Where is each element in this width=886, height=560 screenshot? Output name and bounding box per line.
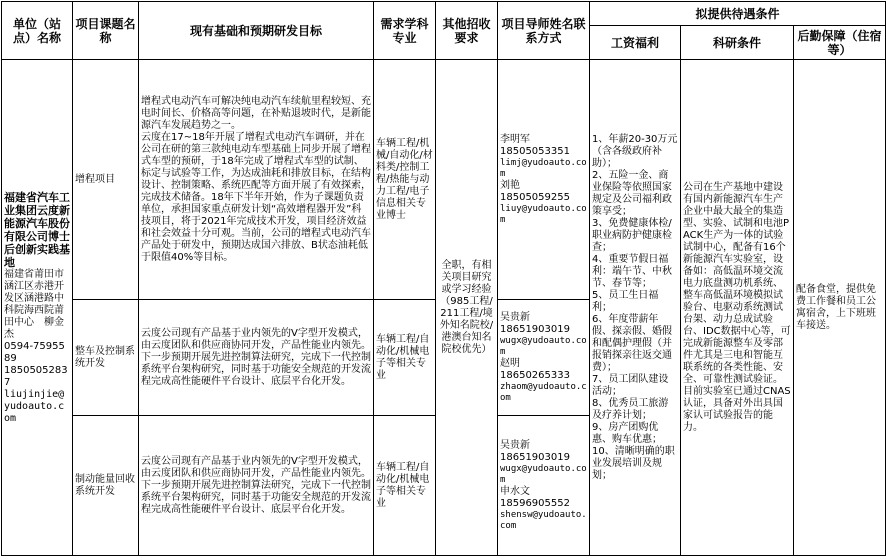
project-basis: 云度公司现有产品基于业内领先的V字型开发模式，由云度团队和供应商协同开发，产品性能业内领先。下一步预期开展先进控制算法研究，完成下一代控制系统平台架构研究，同时基于功能安全规范的开发流程完成高性能硬件平台设计、底层平台化开发。 — [139, 300, 374, 416]
header-benefits-group: 拟提供待遇条件 — [590, 2, 886, 26]
mentor-email: limj@yudoauto.com — [500, 157, 587, 179]
project-basis: 增程式电动汽车可解决纯电动汽车续航里程较短、充电时间长、价格高等问题，在补贴退坡时代，是新能源汽车发展趋势之一。 云度在17~18年开展了增程式电动汽车调研，并在公司在研的第三款纯电动车型基础上同步开展了增程式车型的预研，于18年完成了增程式车型的试制、标定与试验等工作，为达成油耗和排放目标，在结构设计、控制策略、系统匹配等方面开展了有效探索，完成技术储备。18年下半年开始，作为子课题负责单位，承担国家重点研发计划“高效增程器开发”科技项目，将于2021年完成技术开发，项目经济效益和社会效益十分可观。当前，公司的增程式电动汽车产品处于研发中，预期达成国六排放、B状态油耗低于限值40%等目标。 — [139, 60, 374, 300]
header-salary: 工资福利 — [590, 26, 681, 60]
mentor-email: wugx@yudoauto.com — [500, 335, 587, 357]
mentor-name: 吴贵新 — [500, 439, 530, 451]
logistics: 配备食堂，提供免费工作餐和员工公寓宿舍，上下班班车接送。 — [794, 60, 886, 556]
salary-benefits: 1、年薪20-30万元（含各级政府补助）； 2、五险一金、商业保险等依照国家规定及公司福利政策享受； 3、免费健康体检/职业病防护健康检查； 4、重要节假日福利：端午节、中秋节、春节等； 5、员工生日福利； 6、年度带薪年假、探亲假、婚假和配偶护理假（并报销探亲往返交通费）； 7、员工团队建设活动； 8、优秀员工旅游及疗养计划； 9、房产团购优惠、购车优惠； 10、清晰明确的职业发展培训及规划； — [590, 60, 681, 556]
mentor-phone: 18596905552 — [500, 497, 570, 509]
project-major: 车辆工程/自动化/机械电子等相关专业 — [374, 416, 436, 556]
mentor-phone: 18505053351 — [500, 145, 570, 157]
mentor-name: 吴贵新 — [500, 311, 530, 323]
mentor-phone: 18651903019 — [500, 451, 570, 463]
mentor-email: shensw@yudoauto.com — [500, 509, 587, 531]
mentor-phone: 18650265333 — [500, 369, 570, 381]
mentor-email: liuy@yudoauto.com — [500, 203, 587, 225]
header-mentor: 项目导师姓名联系方式 — [498, 2, 590, 60]
header-logistics: 后勤保障（住宿等） — [794, 26, 886, 60]
mentor-name: 赵明 — [500, 357, 520, 369]
mentor-cell — [498, 300, 590, 416]
header-research: 科研条件 — [681, 26, 794, 60]
mentor-phone: 18505059255 — [500, 191, 570, 203]
project-major: 车辆工程/机械/自动化/材料类/控制工程/热能与动力工程/电子信息相关专业博士 — [374, 60, 436, 300]
mentor-email: wugx@yudoauto.com — [500, 463, 587, 485]
project-basis: 云度公司现有产品基于业内领先的V字型开发模式，由云度团队和供应商协同开发，产品性能业内领先。下一步预期开展先进控制算法研究，完成下一代控制系统平台架构研究，同时基于功能安全规范的开发流程完成高性能硬件平台设计、底层平台化开发。 — [139, 416, 374, 556]
mentor-email: zhaom@yudoauto.com — [500, 381, 587, 403]
mentor-cell — [498, 60, 590, 300]
header-basis: 现有基础和预期研发目标 — [139, 2, 374, 60]
mentor-name: 刘艳 — [500, 179, 520, 191]
mentor-cell — [498, 416, 590, 556]
recruitment-table — [1, 1, 886, 556]
unit-mobile: 18505052837 — [4, 364, 68, 388]
mentor-name: 申水文 — [500, 485, 530, 497]
unit-cell — [2, 60, 73, 556]
project-major: 车辆工程/自动化/机械电子等相关专业 — [374, 300, 436, 416]
unit-address: 福建省莆田市涵江区赤港开发区涵港路中科院海西院莆田中心 柳金杰 — [4, 268, 64, 340]
research-conditions: 公司在生产基地中建设有国内新能源汽车生产企业中最大最全的集造型、实验、试制和电池PACK生产为一体的试验试制中心，配备有16个新能源汽车实验室，设备如：高低温环境交流电力底盘测功机系统、整车高低温环境模拟试验台、电驱动系统测试台架、动力总成试验台、IDC数据中心等，可完成新能源整车及零部件尤其是三电和智能互联系统的各类性能、安全、可靠性测试验证。目前实验室已通过CNAS认证，具备对外出具国家认可试验报告的能力。 — [681, 60, 794, 556]
header-unit: 单位（站点）名称 — [2, 2, 73, 60]
project-name: 增程项目 — [73, 60, 139, 300]
mentor-name: 李明军 — [500, 133, 530, 145]
header-project: 项目课题名称 — [73, 2, 139, 60]
header-other: 其他招收要求 — [436, 2, 498, 60]
other-requirements: 全职，有相关项目研究或学习经验（985工程/211工程/境外知名院校/港澳台知名院校优先） — [436, 60, 498, 556]
project-name: 制动能量回收系统开发 — [73, 416, 139, 556]
mentor-phone: 18651903019 — [500, 323, 570, 335]
unit-name: 福建省汽车工业集团云度新能源汽车股份有限公司博士后创新实践基地 — [4, 190, 70, 269]
header-major: 需求学科专业 — [374, 2, 436, 60]
unit-phone: 0594-7595589 — [4, 340, 65, 364]
unit-email: liujinjie@yudoauto.com — [4, 388, 65, 424]
project-name: 整车及控制系统开发 — [73, 300, 139, 416]
